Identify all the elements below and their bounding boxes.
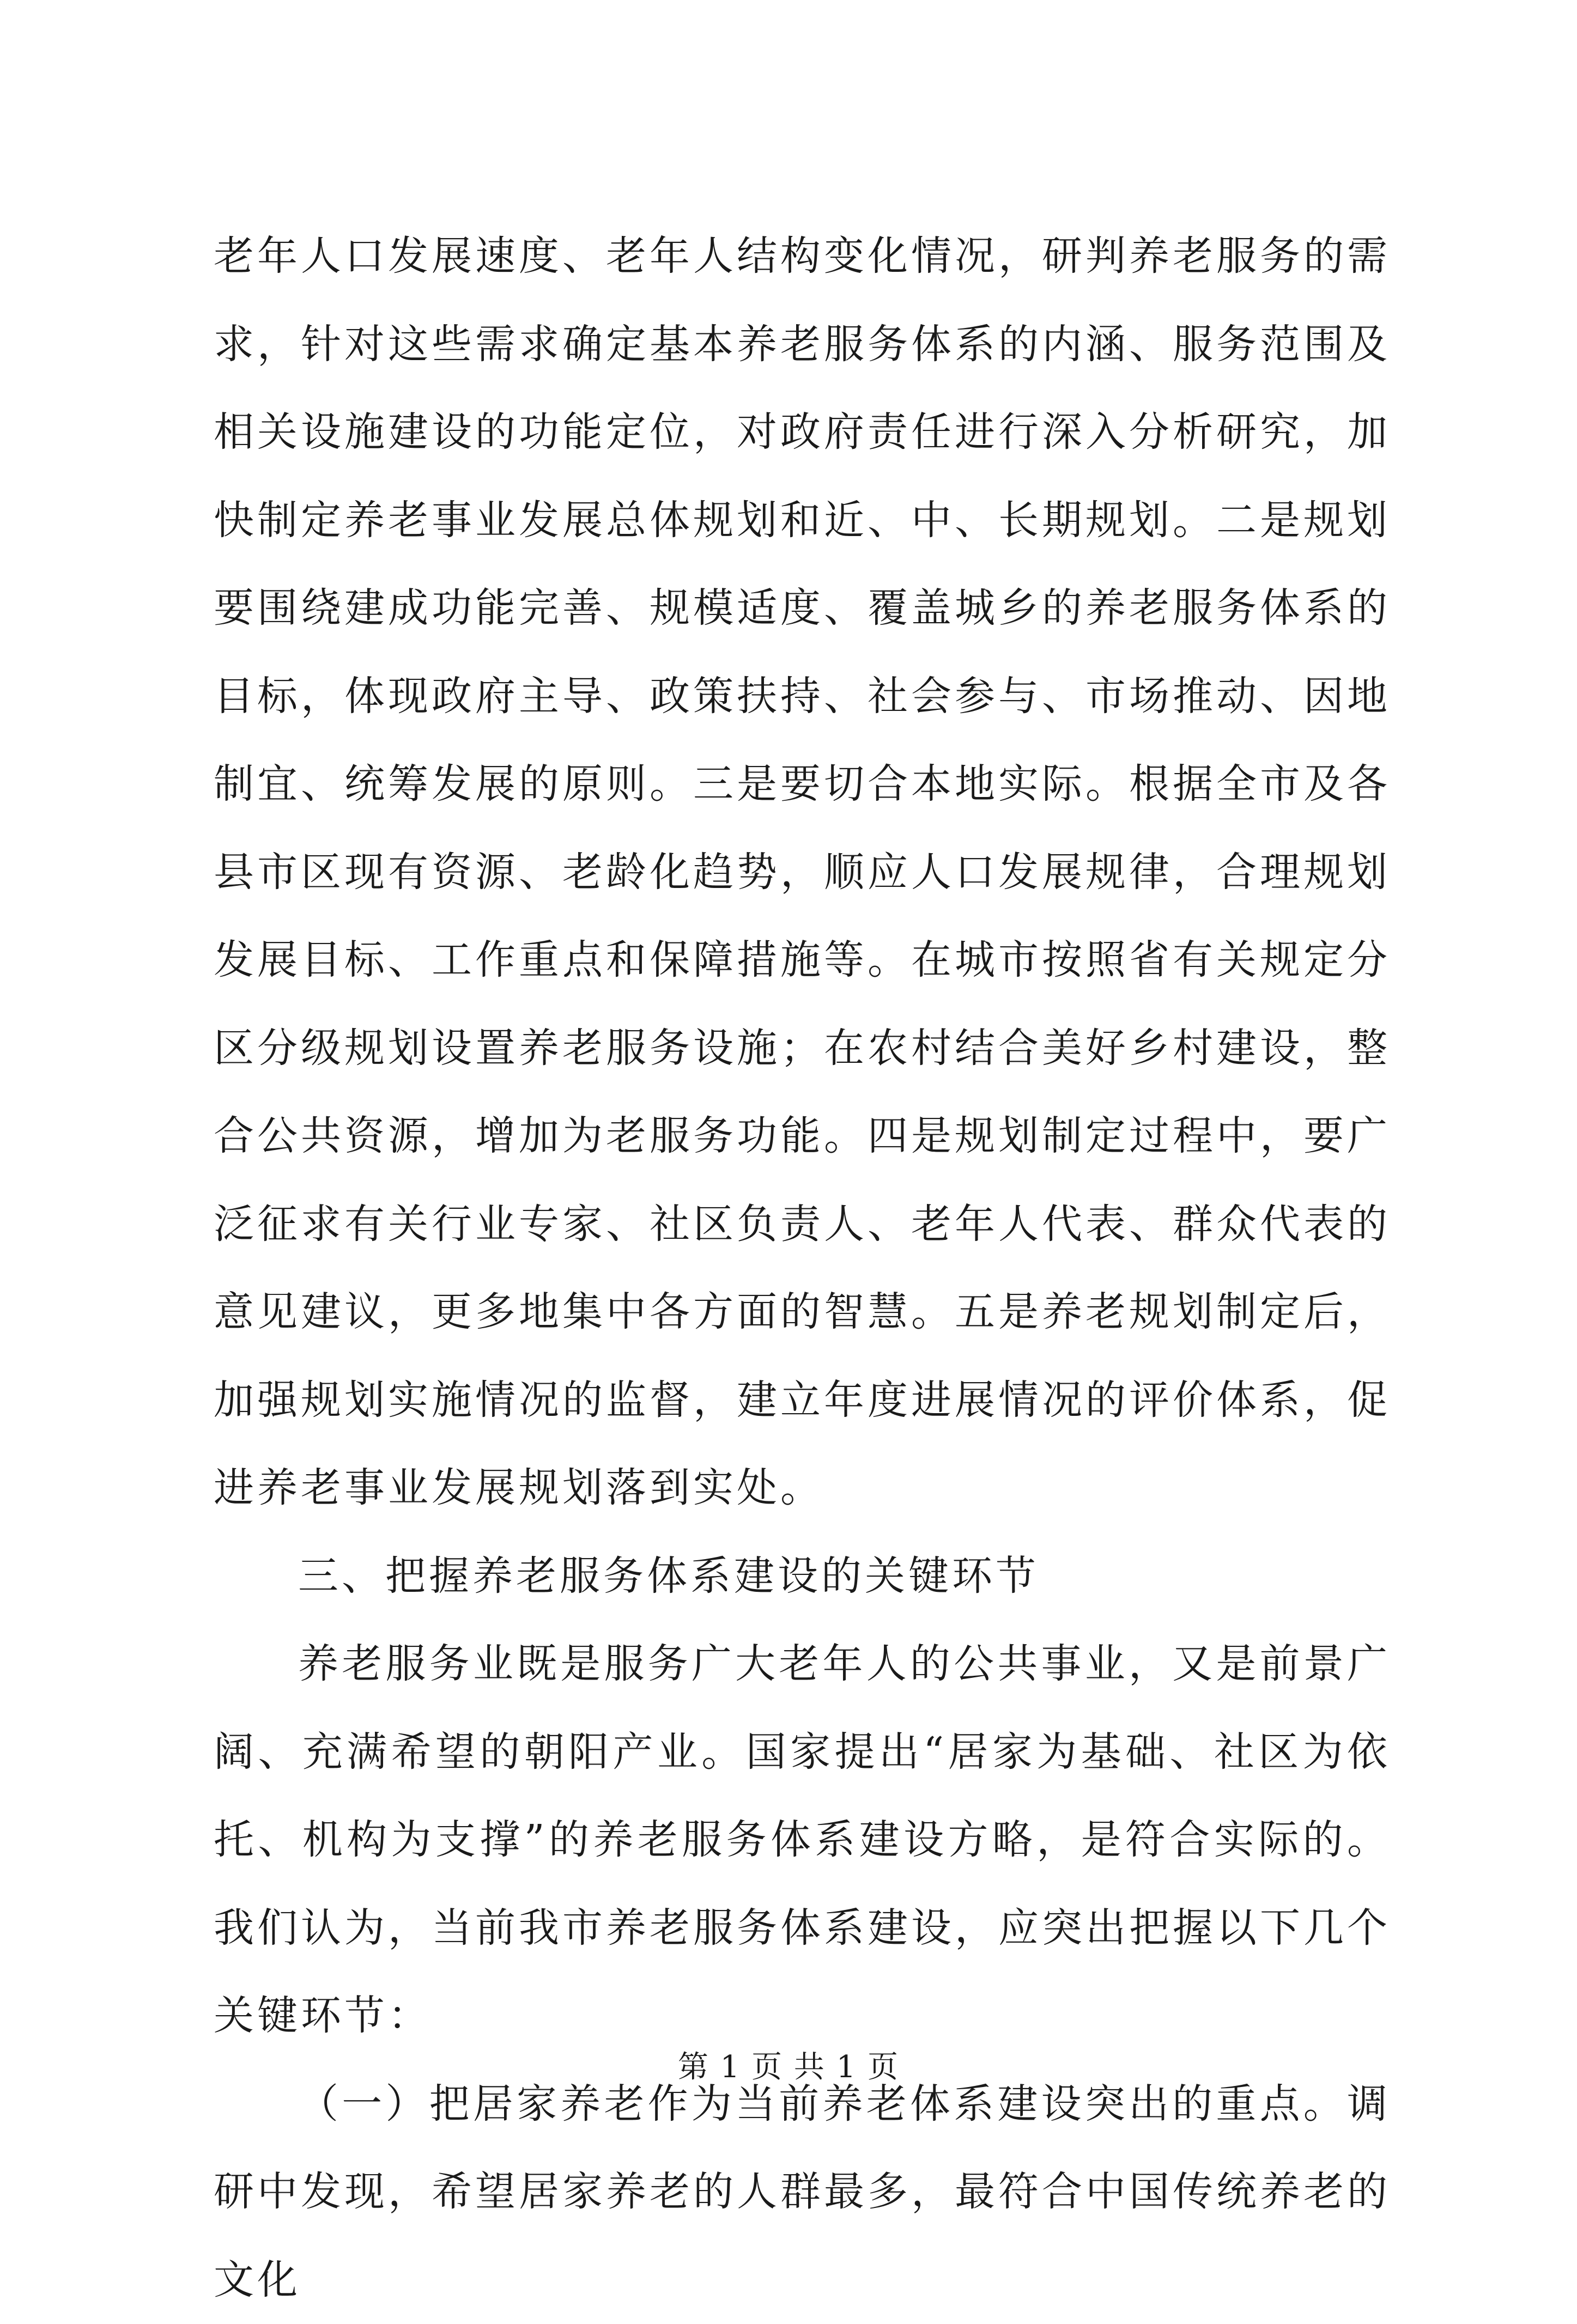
section-heading: 三、把握养老服务体系建设的关键环节 xyxy=(214,1532,1391,1621)
body-paragraph: （一）把居家养老作为当前养老体系建设突出的重点。调研中发现，希望居家养老的人群最多，最符合中国传统养老的文化 xyxy=(214,2060,1391,2324)
page-footer: 第 1 页 共 1 页 xyxy=(0,2048,1577,2086)
document-body xyxy=(214,212,1391,2324)
body-paragraph: 老年人口发展速度、老年人结构变化情况，研判养老服务的需求，针对这些需求确定基本养老服务体系的内涵、服务范围及相关设施建设的功能定位，对政府责任进行深入分析研究，加快制定养老事业发展总体规划和近、中、长期规划。二是规划要围绕建成功能完善、规模适度、覆盖城乡的养老服务体系的目标，体现政府主导、政策扶持、社会参与、市场推动、因地制宜、统筹发展的原则。三是要切合本地实际。根据全市及各县市区现有资源、老龄化趋势，顺应人口发展规律，合理规划发展目标、工作重点和保障措施等。在城市按照省有关规定分区分级规划设置养老服务设施；在农村结合美好乡村建设，整合公共资源，增加为老服务功能。四是规划制定过程中，要广泛征求有关行业专家、社区负责人、老年人代表、群众代表的意见建议，更多地集中各方面的智慧。五是养老规划制定后，加强规划实施情况的监督，建立年度进展情况的评价体系，促进养老事业发展规划落到实处。 xyxy=(214,212,1391,1532)
body-paragraph: 养老服务业既是服务广大老年人的公共事业，又是前景广阔、充满希望的朝阳产业。国家提出“居家为基础、社区为依托、机构为支撑”的养老服务体系建设方略，是符合实际的。我们认为，当前我市养老服务体系建设，应突出把握以下几个关键环节： xyxy=(214,1620,1391,2060)
